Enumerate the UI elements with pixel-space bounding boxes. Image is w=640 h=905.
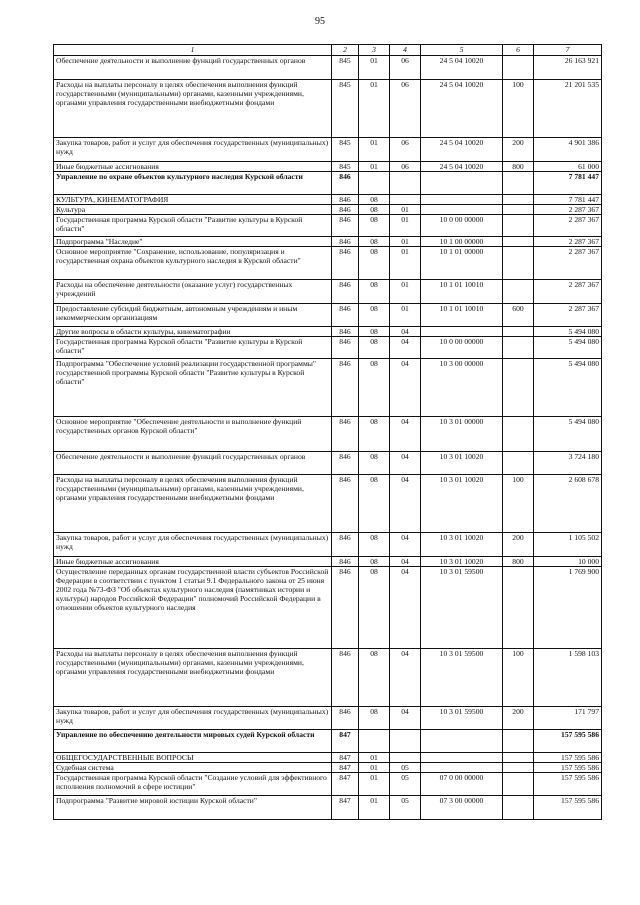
cell-section: 08 [359,533,390,557]
table-row [54,730,602,753]
cell-description: Иные бюджетные ассигнования [54,162,332,172]
cell-description: Другие вопросы в области культуры, кинематографии [54,327,332,337]
cell-amount: 7 781 447 [534,195,602,205]
cell-expense-type: 200 [503,707,534,730]
cell-expense-type: 200 [503,533,534,557]
cell-target-article: 10 1 01 10010 [421,304,503,327]
cell-subsection: 01 [390,247,421,280]
cell-subsection: 04 [390,327,421,337]
column-header: 7 [534,45,602,56]
column-header: 3 [359,45,390,56]
cell-ministry-code: 846 [332,557,359,567]
cell-expense-type [503,205,534,215]
cell-expense-type [503,730,534,753]
cell-target-article: 10 0 00 00000 [421,337,503,359]
cell-amount: 1 105 502 [534,533,602,557]
cell-expense-type [503,796,534,820]
table-row [54,707,602,730]
cell-expense-type [503,773,534,796]
cell-section: 08 [359,417,390,452]
cell-target-article: 24 5 04 10020 [421,162,503,172]
cell-ministry-code: 847 [332,730,359,753]
cell-amount: 5 494 080 [534,359,602,417]
cell-expense-type: 600 [503,304,534,327]
cell-subsection: 04 [390,557,421,567]
page-number: 95 [315,16,325,27]
cell-amount: 21 201 535 [534,80,602,138]
cell-description: Иные бюджетные ассигнования [54,557,332,567]
cell-target-article: 10 3 01 59500 [421,567,503,649]
cell-amount: 7 781 447 [534,172,602,195]
cell-description: Государственная программа Курской области "Развитие культуры в Курской области" [54,337,332,359]
cell-description: Судебная система [54,763,332,773]
cell-section: 01 [359,753,390,763]
cell-expense-type: 200 [503,138,534,162]
table-row [54,205,602,215]
table-row [54,247,602,280]
cell-subsection: 04 [390,475,421,533]
cell-subsection: 01 [390,215,421,237]
cell-section: 08 [359,337,390,359]
cell-description: Культура [54,205,332,215]
cell-target-article: 10 3 01 59500 [421,707,503,730]
cell-amount: 157 595 586 [534,763,602,773]
cell-description: Основное мероприятие "Сохранение, использование, популяризация и государственная охрана объектов культурного наследия в Курской области" [54,247,332,280]
table-row [54,649,602,707]
cell-section: 08 [359,237,390,247]
cell-target-article: 10 3 01 10020 [421,475,503,533]
cell-expense-type: 100 [503,649,534,707]
cell-target-article [421,172,503,195]
cell-section: 08 [359,215,390,237]
cell-section: 08 [359,280,390,304]
cell-expense-type: 100 [503,80,534,138]
cell-ministry-code: 846 [332,475,359,533]
cell-target-article: 10 3 01 10020 [421,533,503,557]
cell-ministry-code: 846 [332,215,359,237]
cell-subsection: 01 [390,237,421,247]
cell-target-article: 10 3 01 59500 [421,649,503,707]
table-row [54,195,602,205]
table-row [54,162,602,172]
cell-ministry-code: 847 [332,796,359,820]
cell-description: Государственная программа Курской области "Развитие культуры в Курской области" [54,215,332,237]
cell-expense-type [503,247,534,280]
cell-ministry-code: 846 [332,707,359,730]
cell-ministry-code: 846 [332,205,359,215]
cell-ministry-code: 845 [332,56,359,80]
cell-amount: 157 595 586 [534,730,602,753]
table-row [54,327,602,337]
cell-subsection [390,730,421,753]
cell-section [359,172,390,195]
cell-section: 08 [359,304,390,327]
cell-description: Обеспечение деятельности и выполнение функций государственных органов [54,452,332,475]
cell-ministry-code: 846 [332,247,359,280]
cell-section: 08 [359,195,390,205]
cell-subsection: 04 [390,533,421,557]
cell-expense-type: 100 [503,475,534,533]
cell-expense-type [503,327,534,337]
cell-subsection: 05 [390,796,421,820]
cell-expense-type [503,417,534,452]
cell-description: Закупка товаров, работ и услуг для обеспечения государственных (муниципальных) нужд [54,707,332,730]
cell-subsection: 06 [390,162,421,172]
cell-target-article: 24 5 04 10020 [421,80,503,138]
cell-subsection: 06 [390,138,421,162]
cell-subsection [390,172,421,195]
table-row [54,337,602,359]
cell-section: 08 [359,707,390,730]
cell-amount: 2 287 367 [534,215,602,237]
cell-target-article [421,763,503,773]
cell-amount: 2 287 367 [534,247,602,280]
table-header-row [54,45,602,56]
cell-subsection: 04 [390,707,421,730]
cell-target-article: 10 1 01 10010 [421,280,503,304]
cell-target-article: 10 1 00 00000 [421,237,503,247]
cell-section: 01 [359,138,390,162]
cell-ministry-code: 845 [332,138,359,162]
column-header: 6 [503,45,534,56]
cell-section: 08 [359,557,390,567]
cell-section: 08 [359,205,390,215]
cell-ministry-code: 846 [332,337,359,359]
cell-section: 08 [359,452,390,475]
table-row [54,796,602,820]
cell-section: 08 [359,475,390,533]
table-row [54,359,602,417]
cell-amount: 2 287 367 [534,237,602,247]
cell-description: Управление по охране объектов культурного наследия Курской области [54,172,332,195]
cell-amount: 5 494 080 [534,417,602,452]
cell-ministry-code: 846 [332,172,359,195]
cell-subsection: 04 [390,567,421,649]
cell-expense-type [503,753,534,763]
cell-ministry-code: 845 [332,162,359,172]
cell-ministry-code: 846 [332,280,359,304]
cell-section: 01 [359,80,390,138]
cell-amount: 2 287 367 [534,205,602,215]
cell-amount: 157 595 586 [534,773,602,796]
table-row [54,753,602,763]
cell-expense-type [503,280,534,304]
table-row [54,773,602,796]
cell-amount: 26 163 921 [534,56,602,80]
cell-target-article: 10 3 01 10020 [421,557,503,567]
cell-description: Расходы на выплаты персоналу в целях обеспечения выполнения функций государственными (муниципальными) органами, казенными учреждениями, органами управления государственными внебюджетными фондами [54,475,332,533]
cell-ministry-code: 846 [332,567,359,649]
cell-target-article [421,327,503,337]
cell-expense-type [503,337,534,359]
cell-section: 01 [359,763,390,773]
cell-description: Закупка товаров, работ и услуг для обеспечения государственных (муниципальных) нужд [54,533,332,557]
cell-amount: 1 769 900 [534,567,602,649]
cell-description: Подпрограмма "Наследие" [54,237,332,247]
cell-section: 08 [359,359,390,417]
cell-section [359,730,390,753]
table-row [54,417,602,452]
cell-target-article: 10 1 01 00000 [421,247,503,280]
cell-description: Расходы на выплаты персоналу в целях обеспечения выполнения функций государственными (муниципальными) органами, казенными учреждениями, органами управления государственными внебюджетными фондами [54,80,332,138]
cell-target-article: 10 3 01 00000 [421,417,503,452]
cell-section: 08 [359,327,390,337]
cell-amount: 171 797 [534,707,602,730]
cell-section: 01 [359,773,390,796]
cell-expense-type: 800 [503,162,534,172]
cell-subsection: 01 [390,280,421,304]
table-row [54,172,602,195]
cell-amount: 2 608 678 [534,475,602,533]
cell-ministry-code: 847 [332,753,359,763]
column-header: 2 [332,45,359,56]
cell-amount: 61 000 [534,162,602,172]
cell-target-article: 10 0 00 00000 [421,215,503,237]
cell-description: Предоставление субсидий бюджетным, автономным учреждениям и иным некоммерческим организациям [54,304,332,327]
cell-target-article [421,753,503,763]
cell-description: ОБЩЕГОСУДАРСТВЕННЫЕ ВОПРОСЫ [54,753,332,763]
cell-description: КУЛЬТУРА, КИНЕМАТОГРАФИЯ [54,195,332,205]
cell-expense-type: 800 [503,557,534,567]
cell-subsection: 05 [390,773,421,796]
cell-section: 01 [359,56,390,80]
cell-amount: 10 000 [534,557,602,567]
cell-section: 01 [359,162,390,172]
cell-ministry-code: 846 [332,359,359,417]
cell-ministry-code: 847 [332,773,359,796]
cell-subsection: 05 [390,763,421,773]
table-row [54,557,602,567]
cell-description: Государственная программа Курской области "Создание условий для эффективного исполнения полномочий в сфере юстиции" [54,773,332,796]
cell-expense-type [503,763,534,773]
cell-ministry-code: 846 [332,195,359,205]
cell-description: Закупка товаров, работ и услуг для обеспечения государственных (муниципальных) нужд [54,138,332,162]
table-row [54,763,602,773]
cell-section: 01 [359,796,390,820]
table-row [54,533,602,557]
cell-expense-type [503,567,534,649]
cell-description: Обеспечение деятельности и выполнение функций государственных органов [54,56,332,80]
cell-target-article [421,195,503,205]
table-row [54,80,602,138]
cell-amount: 3 724 180 [534,452,602,475]
cell-amount: 2 287 367 [534,280,602,304]
cell-amount: 5 494 080 [534,337,602,359]
cell-ministry-code: 846 [332,452,359,475]
table-body [54,56,602,820]
cell-subsection: 04 [390,359,421,417]
cell-ministry-code: 845 [332,80,359,138]
cell-description: Подпрограмма "Развитие мировой юстиции Курской области" [54,796,332,820]
cell-expense-type [503,452,534,475]
cell-description: Основное мероприятие "Обеспечение деятельности и выполнение функций государственных органов Курской области" [54,417,332,452]
cell-target-article: 24 5 04 10020 [421,56,503,80]
table-row [54,138,602,162]
cell-ministry-code: 846 [332,327,359,337]
cell-amount: 157 595 586 [534,796,602,820]
cell-ministry-code: 847 [332,763,359,773]
cell-description: Подпрограмма "Обеспечение условий реализации государственной программы" государственной программы Курской области "Развитие культуры в Курской области" [54,359,332,417]
cell-subsection: 04 [390,649,421,707]
cell-target-article [421,205,503,215]
cell-subsection [390,195,421,205]
cell-amount: 2 287 367 [534,304,602,327]
table-row [54,280,602,304]
cell-target-article: 10 3 00 00000 [421,359,503,417]
cell-subsection: 06 [390,56,421,80]
cell-amount: 157 595 586 [534,753,602,763]
cell-ministry-code: 846 [332,304,359,327]
cell-description: Расходы на обеспечение деятельности (оказание услуг) государственных учреждений [54,280,332,304]
cell-expense-type [503,359,534,417]
table-row [54,304,602,327]
table-row [54,237,602,247]
column-header: 5 [421,45,503,56]
cell-description: Расходы на выплаты персоналу в целях обеспечения выполнения функций государственными (муниципальными) органами, казенными учреждениями, органами управления государственными внебюджетными фондами [54,649,332,707]
cell-target-article: 07 0 00 00000 [421,773,503,796]
cell-section: 08 [359,649,390,707]
table-row [54,567,602,649]
budget-table [53,44,602,820]
table-row [54,452,602,475]
table-row [54,56,602,80]
cell-expense-type [503,172,534,195]
cell-expense-type [503,195,534,205]
cell-target-article: 07 3 00 00000 [421,796,503,820]
cell-ministry-code: 846 [332,237,359,247]
cell-subsection: 04 [390,452,421,475]
cell-ministry-code: 846 [332,533,359,557]
column-header: 1 [54,45,332,56]
table-row [54,475,602,533]
cell-section: 08 [359,247,390,280]
cell-description: Управление по обеспечению деятельности мировых судей Курской области [54,730,332,753]
cell-target-article: 10 3 01 10020 [421,452,503,475]
cell-amount: 5 494 080 [534,327,602,337]
cell-subsection [390,753,421,763]
cell-description: Осуществление переданных органам государственной власти субъектов Российской Федерации в соответствии с пунктом 1 статьи 9.1 Федерального закона от 25 июня 2002 года №73-ФЗ "Об объектах культурного наследия (памятниках истории и культуры) народов Российской Федерации" полномочий Российской Федерации в отношении объектов культурного наследия [54,567,332,649]
cell-expense-type [503,237,534,247]
cell-subsection: 01 [390,205,421,215]
cell-target-article: 24 5 04 10020 [421,138,503,162]
cell-subsection: 04 [390,417,421,452]
cell-target-article [421,730,503,753]
cell-expense-type [503,56,534,80]
cell-section: 08 [359,567,390,649]
cell-ministry-code: 846 [332,649,359,707]
cell-subsection: 04 [390,337,421,359]
table-row [54,215,602,237]
cell-amount: 4 901 386 [534,138,602,162]
cell-subsection: 01 [390,304,421,327]
cell-expense-type [503,215,534,237]
cell-amount: 1 598 103 [534,649,602,707]
column-header: 4 [390,45,421,56]
cell-ministry-code: 846 [332,417,359,452]
cell-subsection: 06 [390,80,421,138]
